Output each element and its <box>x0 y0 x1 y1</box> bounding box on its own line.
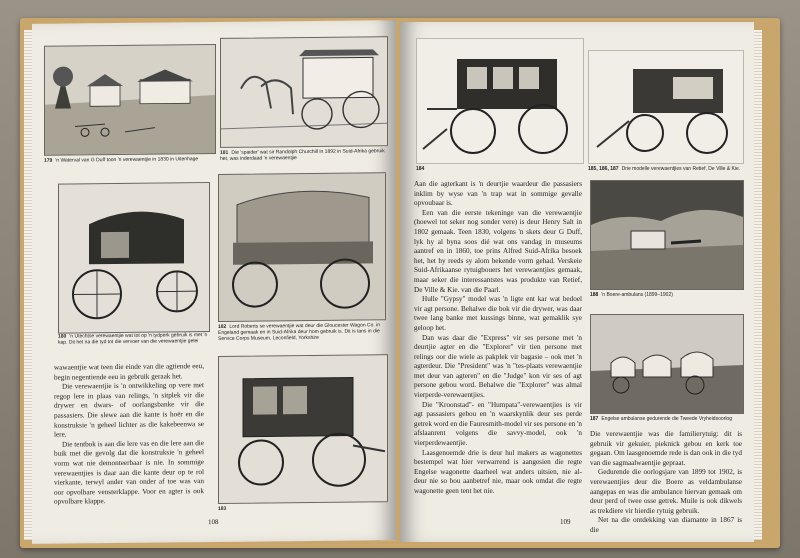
left-page <box>32 20 396 544</box>
paragraph: Een van die eerste tekeninge van die verewaentjie (hoewel tot seker nog sonder vere) is deur Henry Salt in 1802 gemaak. Teen 1830, volgens 'n skets deur G Duff, lyk hy al byna soos dié wat ons vandag in museums aantref en in 1860, toe prins Alfred Suid-Afrika besoek het, het hy reeds sy alom bekende vorm gehad. Verskeie Suid-Afrikaanse rytuigbouers het verewaentjies gemaak, maar seker die interessantstes was produkte van Retief, De Ville & Kie. van die Paarl. <box>414 208 582 294</box>
photo-188 <box>590 180 744 290</box>
caption-number: 188 <box>590 292 599 298</box>
caption-187 <box>590 416 742 422</box>
caption-number: 181 <box>220 149 229 156</box>
paragraph: Die verewaentjie was die familierytuig: dit is gebruik vir gekuier, pieknick gebou en kerk toe gegaan. Om laasgenoemde rede is dan ook in die tyd van die sagmaalwaentjie gepraat. <box>590 430 742 467</box>
paragraph: Aan die agterkant is 'n deurtjie waardeur die passasiers inklim by wyse van 'n trap wat in sommige gevalle opvoubaar is. <box>414 180 582 208</box>
paragraph: Die verewaentjie is 'n ontwikkeling op vere met regop lere in plaas van relings, 'n sitplek vir die drywer en dwars- of oorlangsbanke vir die passasiers. Die slewe aan die kante is hoër en die konstruksie 'n geheel lichter as die kakebeenwa se lere. <box>54 381 204 439</box>
paragraph: Hulle "Gypsy" model was 'n ligte ent kar wat bedoel vir agt persone. Behalwe die bok vir die drywer, was daar twee lang banke met kussings binne, wat gemaklik sye geloop het. <box>414 295 582 332</box>
caption-number: 187 <box>590 416 599 422</box>
caption-number: 179 <box>44 157 53 164</box>
caption-182 <box>218 322 384 342</box>
right-body-text-2 <box>590 430 742 536</box>
page-number-left: 108 <box>208 517 219 527</box>
caption-188 <box>590 292 742 298</box>
paragraph: Net na die ontdekking van diamante in 1867 is die <box>590 516 742 534</box>
caption-text: Engelse ambulanse gedurende die Tweede Vryheidsoorlog <box>601 416 732 422</box>
photo-184 <box>416 38 584 164</box>
caption-181 <box>220 148 386 162</box>
caption-183 <box>218 504 386 512</box>
caption-179 <box>44 156 214 164</box>
caption-text: Lord Roberts se verewaentjie wat deur die Gloucester Wagon Co. in Engeland gemaak en in Suid-Afrika deur hom gebruik is. Dit is tans in die Service Corps Museum, Leconfield, Yorkshire <box>218 322 381 342</box>
caption-text: 'n Utechtse verewaentjie wat tot op 'n tydperk gebruik is met 'n kap. Dit het na die tyd tot die vervoer van die verewaentjie gelei <box>58 332 208 346</box>
caption-number: 184 <box>416 166 425 172</box>
page-number-right: 109 <box>560 518 571 526</box>
caption-number: 183 <box>218 505 227 512</box>
caption-184 <box>416 166 582 172</box>
photo-183 <box>218 354 388 504</box>
caption-185 <box>588 166 744 172</box>
photo-181 <box>220 36 388 148</box>
photo-182 <box>218 172 386 322</box>
caption-text: Die 'spaider' wat sir Randolph Churchill in 1892 in Suid-Afrika gebruik het, was inderdaad 'n verewaentjie <box>220 148 385 162</box>
paragraph: Laasgenoemde drie is deur hul makers as wagonettes bestempel wat hier verwarrend is aangesien die regte Engelse wagonette daarheel wat anders uitsien, nie al-deur nie so bou aanbetref nie, maar ook omdat die regte wagonette geen tent het nie. <box>414 448 582 495</box>
right-body-text <box>414 180 582 497</box>
photo-187 <box>590 314 744 414</box>
paragraph: Gedurende die oorlogsjare van 1899 tot 1902, is verewaentjies deur die Boere as veldambulanse aangepas en was die ambulance hiervan gemaak om deur perd of twee osse getrek. Muile is ook dikwels as trekdiere vir hierdie rytuig gebruik. <box>590 468 742 515</box>
right-page <box>400 22 754 542</box>
paragraph: Die "Kroonstad"- en "Humpata"-verewaentjies is vir agt passasiers gebou en 'n waarskynlik deur ses perde getrek word en die Fauresmith-model vir ses persone en 'n afslaanrent volgens die savvy-model, ook 'n vierperdewaentjie. <box>414 400 582 448</box>
paragraph: Dan was daar die "Express" vir ses persone met 'n deurtjie agter en die "Explorer" vir tien persone met relings oor die wiele as pakplek vir bagasie – ook met 'n agterdeur. Die "President" was 'n "tes-plaats verewaentjie met deur van agteren" en die "Judge" kon vir ses of agt persone gebou word. Behalwe die "Explorer" was almal vierperde-verewaentjies. <box>414 333 582 400</box>
left-body-text <box>54 362 204 507</box>
caption-text: Drie modelle verewaentjies van Retief, De Ville & Kie. <box>621 166 741 172</box>
caption-text: 'n Boere-ambulans (1899–1902) <box>601 292 673 298</box>
paragraph: wawaentjie wat teen die einde van die agtiende eeu, begin negentiende eeu in gebruik geraak het. <box>54 362 204 382</box>
caption-180 <box>58 332 208 346</box>
paragraph: Die tentbok is aan die lere vas en die lere aan die buik met die gevolg dat die konstruksie 'n geheel vorm wat nie demonteerbaar is nie. In sommige verewaentjies is daar aan die kante deur op te rol vierkante, terwyl ander van onder af toe was van oor opvolbare vensterklappe. Voor en agter is ook opvolbare klappe. <box>54 438 204 506</box>
caption-number: 185, 186, 187 <box>588 166 619 172</box>
caption-number: 182 <box>218 323 227 330</box>
photo-180 <box>58 182 210 334</box>
caption-text: 'n Waterval van G Duff toon 'n verewaentjie in 1830 in Uitenhage <box>55 156 199 164</box>
photo-179 <box>44 44 216 156</box>
caption-number: 180 <box>58 333 67 340</box>
photo-185 <box>588 50 744 164</box>
